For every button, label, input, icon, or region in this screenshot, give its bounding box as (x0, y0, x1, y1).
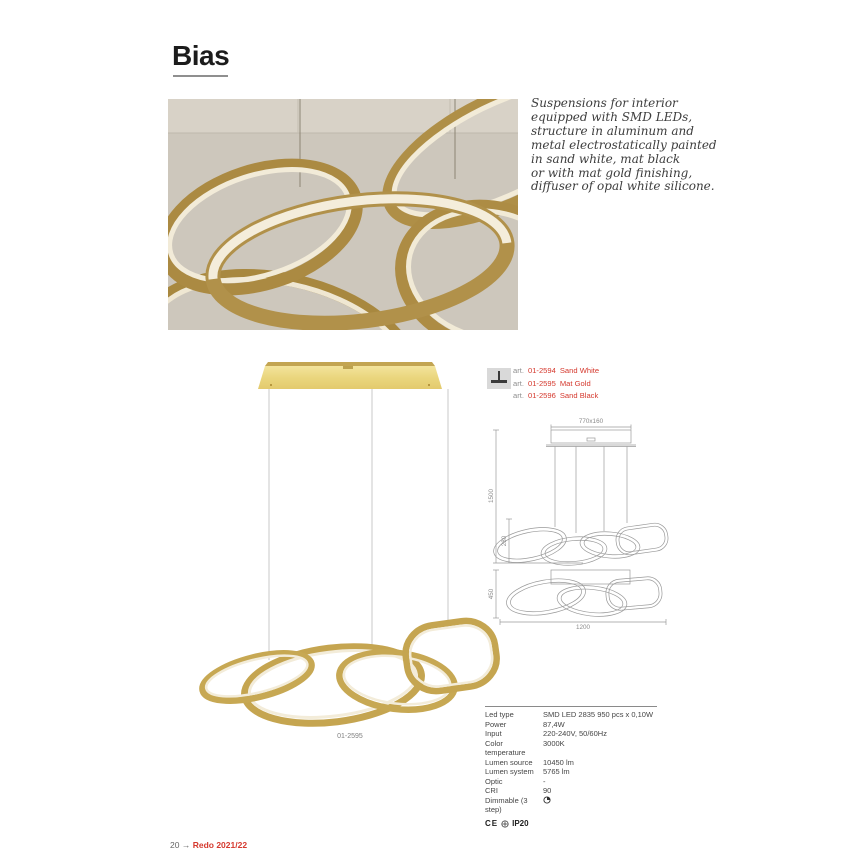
page-title: Bias (172, 40, 230, 71)
spec-row-input (485, 729, 657, 739)
dim-canopy: 770x160 (578, 418, 604, 425)
dim-overall-width: 1200 (575, 624, 590, 631)
description-line: structure in aluminum and (531, 123, 694, 138)
spec-row-led-type (485, 710, 657, 720)
photo-illustration (168, 99, 518, 330)
article-code: 01-2594 (527, 366, 556, 375)
model-label: 01-2595 (337, 733, 363, 740)
title-underline (173, 75, 228, 77)
dim-overall-height: 1500 (488, 489, 495, 504)
spec-value: 87,4W (543, 719, 565, 729)
spec-row-optic (485, 777, 657, 787)
spec-value: - (543, 776, 546, 786)
spec-value: 5765 lm (543, 767, 570, 777)
spec-value: 220-240V, 50/60Hz (543, 729, 607, 739)
spec-value: 10450 lm (543, 757, 574, 767)
edition-label: Redo 2021/22 (192, 840, 248, 850)
description-line: in sand white, mat black (531, 151, 681, 166)
article-row (513, 378, 667, 391)
spec-row-power (485, 720, 657, 730)
spec-value: 90 (543, 786, 552, 796)
description-line: equipped with SMD LEDs, (531, 109, 693, 124)
description-line: or with mat gold finishing, (531, 165, 693, 180)
spec-row-dimmable (485, 796, 657, 815)
dim-side-height: 450 (488, 588, 495, 600)
spec-value (543, 796, 657, 815)
page-number: 20 (170, 840, 180, 850)
spec-label: Lumen system (485, 767, 534, 777)
spec-row-lumen-system (485, 767, 657, 777)
spec-label: CRI (485, 786, 498, 796)
spec-value: 3000K (543, 738, 565, 748)
certifications (485, 819, 657, 828)
product-description (531, 97, 721, 194)
ip-rating: IP20 (512, 819, 529, 829)
spec-label: Color temperature (485, 738, 526, 758)
spec-label: Led type (485, 710, 514, 719)
spec-label: Optic (485, 776, 503, 786)
dimmer-icon (543, 796, 551, 804)
product-drawing (185, 355, 515, 750)
page-footer (170, 840, 247, 850)
dim-fixture-height: 280 (501, 535, 508, 547)
spec-row-color-temperature (485, 739, 657, 758)
technical-drawing (488, 415, 673, 660)
spec-row-lumen-source (485, 758, 657, 768)
spec-label: Power (485, 719, 507, 729)
spec-label: Input (485, 729, 502, 739)
spec-table (485, 706, 657, 828)
description-line: diffuser of opal white silicone. (531, 179, 715, 194)
article-finish: Sand Black (559, 391, 599, 401)
article-finish: Sand White (559, 366, 600, 375)
spec-value: SMD LED 2835 950 pcs x 0,10W (543, 710, 654, 719)
article-code: 01-2595 (527, 378, 556, 388)
description-line: Suspensions for interior (531, 96, 678, 110)
description-line: metal electrostatically painted (531, 137, 717, 152)
article-prefix: art. (513, 391, 524, 401)
cert-circle-icon (501, 820, 509, 828)
arrow-right-icon: → (181, 840, 191, 850)
article-prefix: art. (513, 378, 524, 388)
article-row (513, 390, 667, 403)
product-photo (168, 99, 518, 330)
article-prefix: art. (513, 366, 524, 375)
spec-label: Lumen source (485, 757, 533, 767)
ce-mark-icon: CE (485, 819, 499, 829)
product-drawing-illustration (185, 355, 515, 750)
article-finish: Mat Gold (559, 378, 591, 388)
article-code: 01-2596 (527, 391, 556, 401)
spec-label: Dimmable (3 step) (485, 795, 528, 815)
article-row (513, 365, 667, 378)
spec-row-cri (485, 786, 657, 796)
